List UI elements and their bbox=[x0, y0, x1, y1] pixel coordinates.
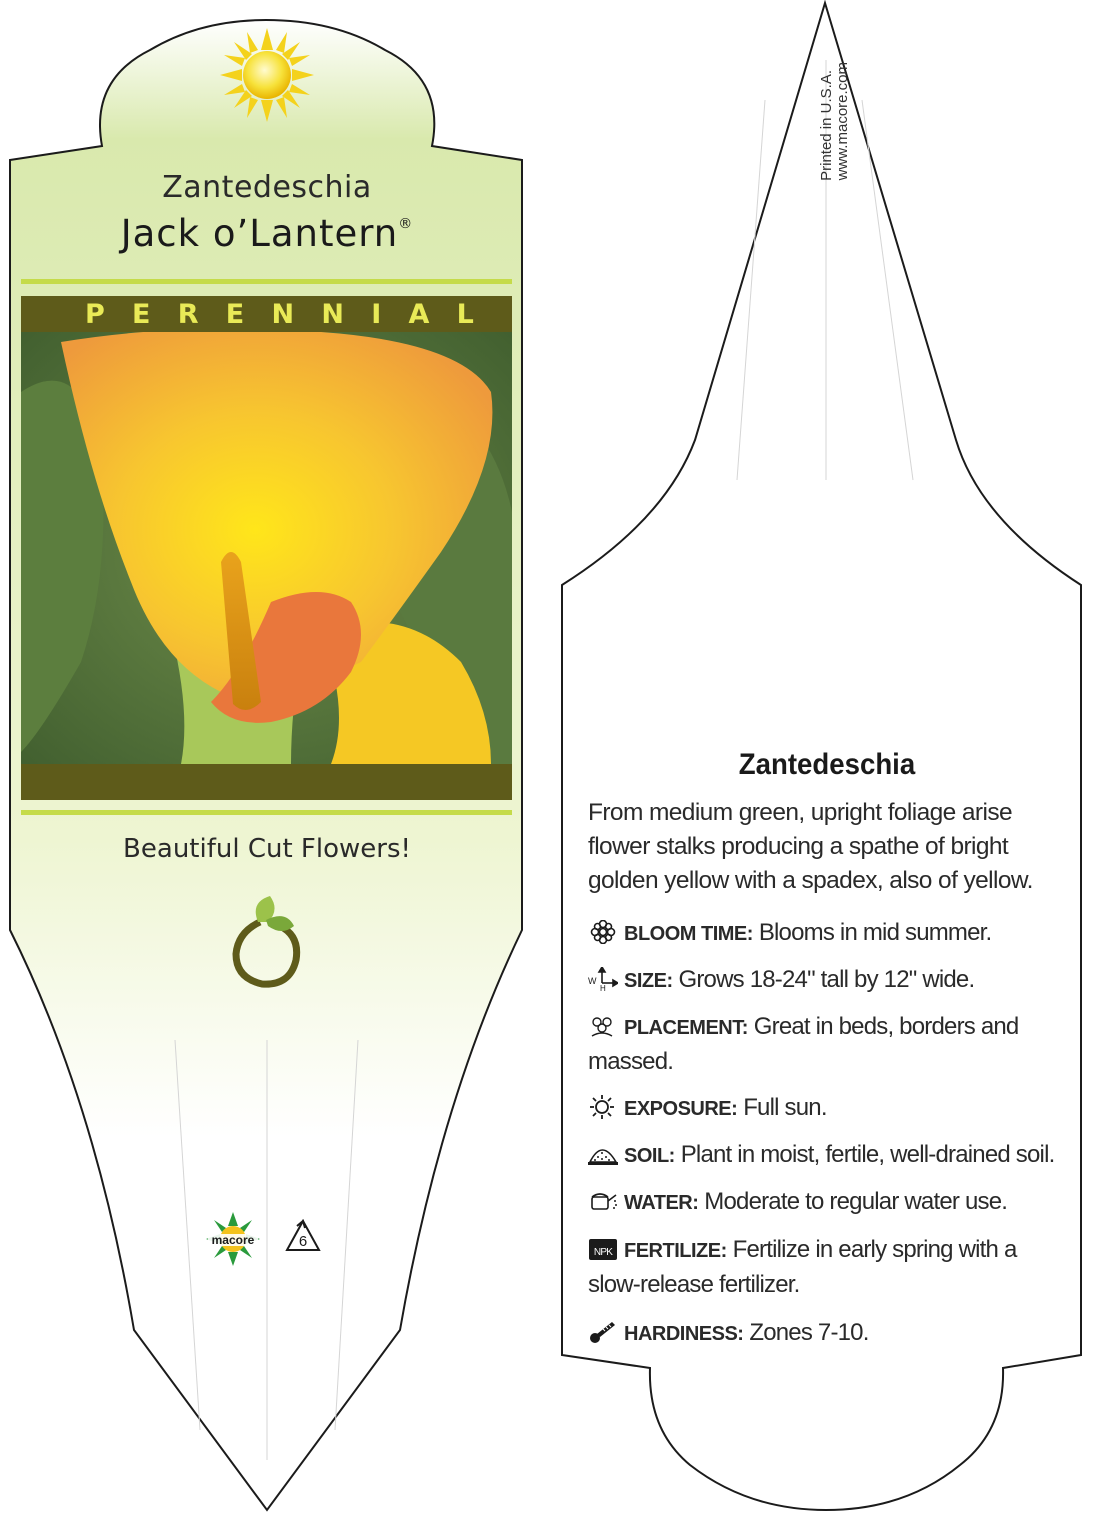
plant-genus: Zantedeschia bbox=[162, 170, 372, 205]
category-letter: I bbox=[371, 298, 382, 330]
attribute-text: Zones 7-10. bbox=[749, 1319, 869, 1346]
attribute-fertilize bbox=[588, 1233, 1064, 1302]
attribute-placement bbox=[588, 1010, 1064, 1079]
attribute-text: Grows 18-24" tall by 12" wide. bbox=[678, 966, 975, 993]
recycle-code: 6 bbox=[298, 1233, 308, 1250]
cultivar-name: Jack o’Lantern bbox=[120, 212, 399, 255]
attribute-hardiness bbox=[588, 1316, 1064, 1351]
recycle-icon bbox=[283, 1218, 323, 1256]
thermometer-icon bbox=[588, 1320, 618, 1344]
sun-icon bbox=[220, 28, 314, 122]
plant-cultivar bbox=[0, 212, 534, 255]
category-letter: N bbox=[321, 298, 344, 330]
attribute-water bbox=[588, 1185, 1064, 1220]
bottom-rule bbox=[21, 810, 512, 815]
category-letter: L bbox=[456, 298, 474, 330]
macore-logo bbox=[206, 1212, 260, 1266]
attribute-label: SOIL: bbox=[624, 1145, 675, 1167]
attribute-text: Plant in moist, fertile, well-drained soil. bbox=[680, 1141, 1055, 1168]
seedling-logo-icon bbox=[228, 892, 304, 988]
category-letter: P bbox=[85, 298, 105, 330]
top-rule bbox=[21, 279, 512, 284]
svg-text:W: W bbox=[588, 976, 596, 986]
attribute-text: Fertilize in early spring with a slow-release fertilizer. bbox=[588, 1236, 1017, 1298]
attribute-label: SIZE: bbox=[624, 970, 673, 992]
attribute-exposure bbox=[588, 1091, 1064, 1126]
attribute-text: Moderate to regular water use. bbox=[704, 1188, 1008, 1215]
attribute-size bbox=[588, 963, 1064, 998]
tagline: Beautiful Cut Flowers! bbox=[123, 834, 411, 864]
size-arrows-icon bbox=[588, 967, 618, 991]
plant-photo bbox=[21, 332, 512, 764]
macore-logo-text: macore bbox=[211, 1233, 255, 1247]
sun-outline-icon bbox=[588, 1095, 618, 1119]
npk-bag-icon bbox=[588, 1237, 618, 1261]
category-letter: N bbox=[271, 298, 295, 330]
placement-flowers-icon bbox=[588, 1014, 618, 1038]
attribute-soil bbox=[588, 1138, 1064, 1173]
attribute-text: Blooms in mid summer. bbox=[758, 919, 992, 946]
svg-text:NPK: NPK bbox=[593, 1247, 613, 1258]
trademark-mark: ® bbox=[398, 216, 414, 232]
soil-pile-icon bbox=[588, 1142, 618, 1166]
flower-icon bbox=[588, 920, 618, 944]
svg-text:H: H bbox=[600, 984, 605, 991]
attribute-text: Full sun. bbox=[743, 1094, 827, 1121]
attribute-label: HARDINESS: bbox=[624, 1323, 744, 1345]
attribute-text: Great in beds, borders and massed. bbox=[588, 1013, 1019, 1075]
photo-bottom-bar bbox=[21, 764, 512, 800]
back-title: Zantedeschia bbox=[738, 748, 916, 781]
attribute-label: BLOOM TIME: bbox=[624, 923, 753, 945]
attribute-label: WATER: bbox=[624, 1192, 699, 1214]
watering-can-icon bbox=[588, 1189, 618, 1213]
website: www.macore.com bbox=[834, 62, 851, 181]
category-letter: A bbox=[408, 298, 430, 330]
attribute-label: EXPOSURE: bbox=[624, 1098, 738, 1120]
category-letter: R bbox=[177, 298, 199, 330]
category-letter: E bbox=[225, 298, 245, 330]
category-letter: E bbox=[132, 298, 151, 330]
plant-description: From medium green, upright foliage arise flower stalks producing a spathe of bright golden yellow with a spadex, also of yellow. bbox=[588, 799, 1033, 894]
attribute-label: FERTILIZE: bbox=[624, 1240, 727, 1262]
attribute-label: PLACEMENT: bbox=[624, 1017, 748, 1039]
printed-in: Printed in U.S.A. bbox=[818, 70, 835, 181]
category-bar bbox=[21, 296, 512, 332]
attribute-bloom-time bbox=[588, 916, 1064, 951]
